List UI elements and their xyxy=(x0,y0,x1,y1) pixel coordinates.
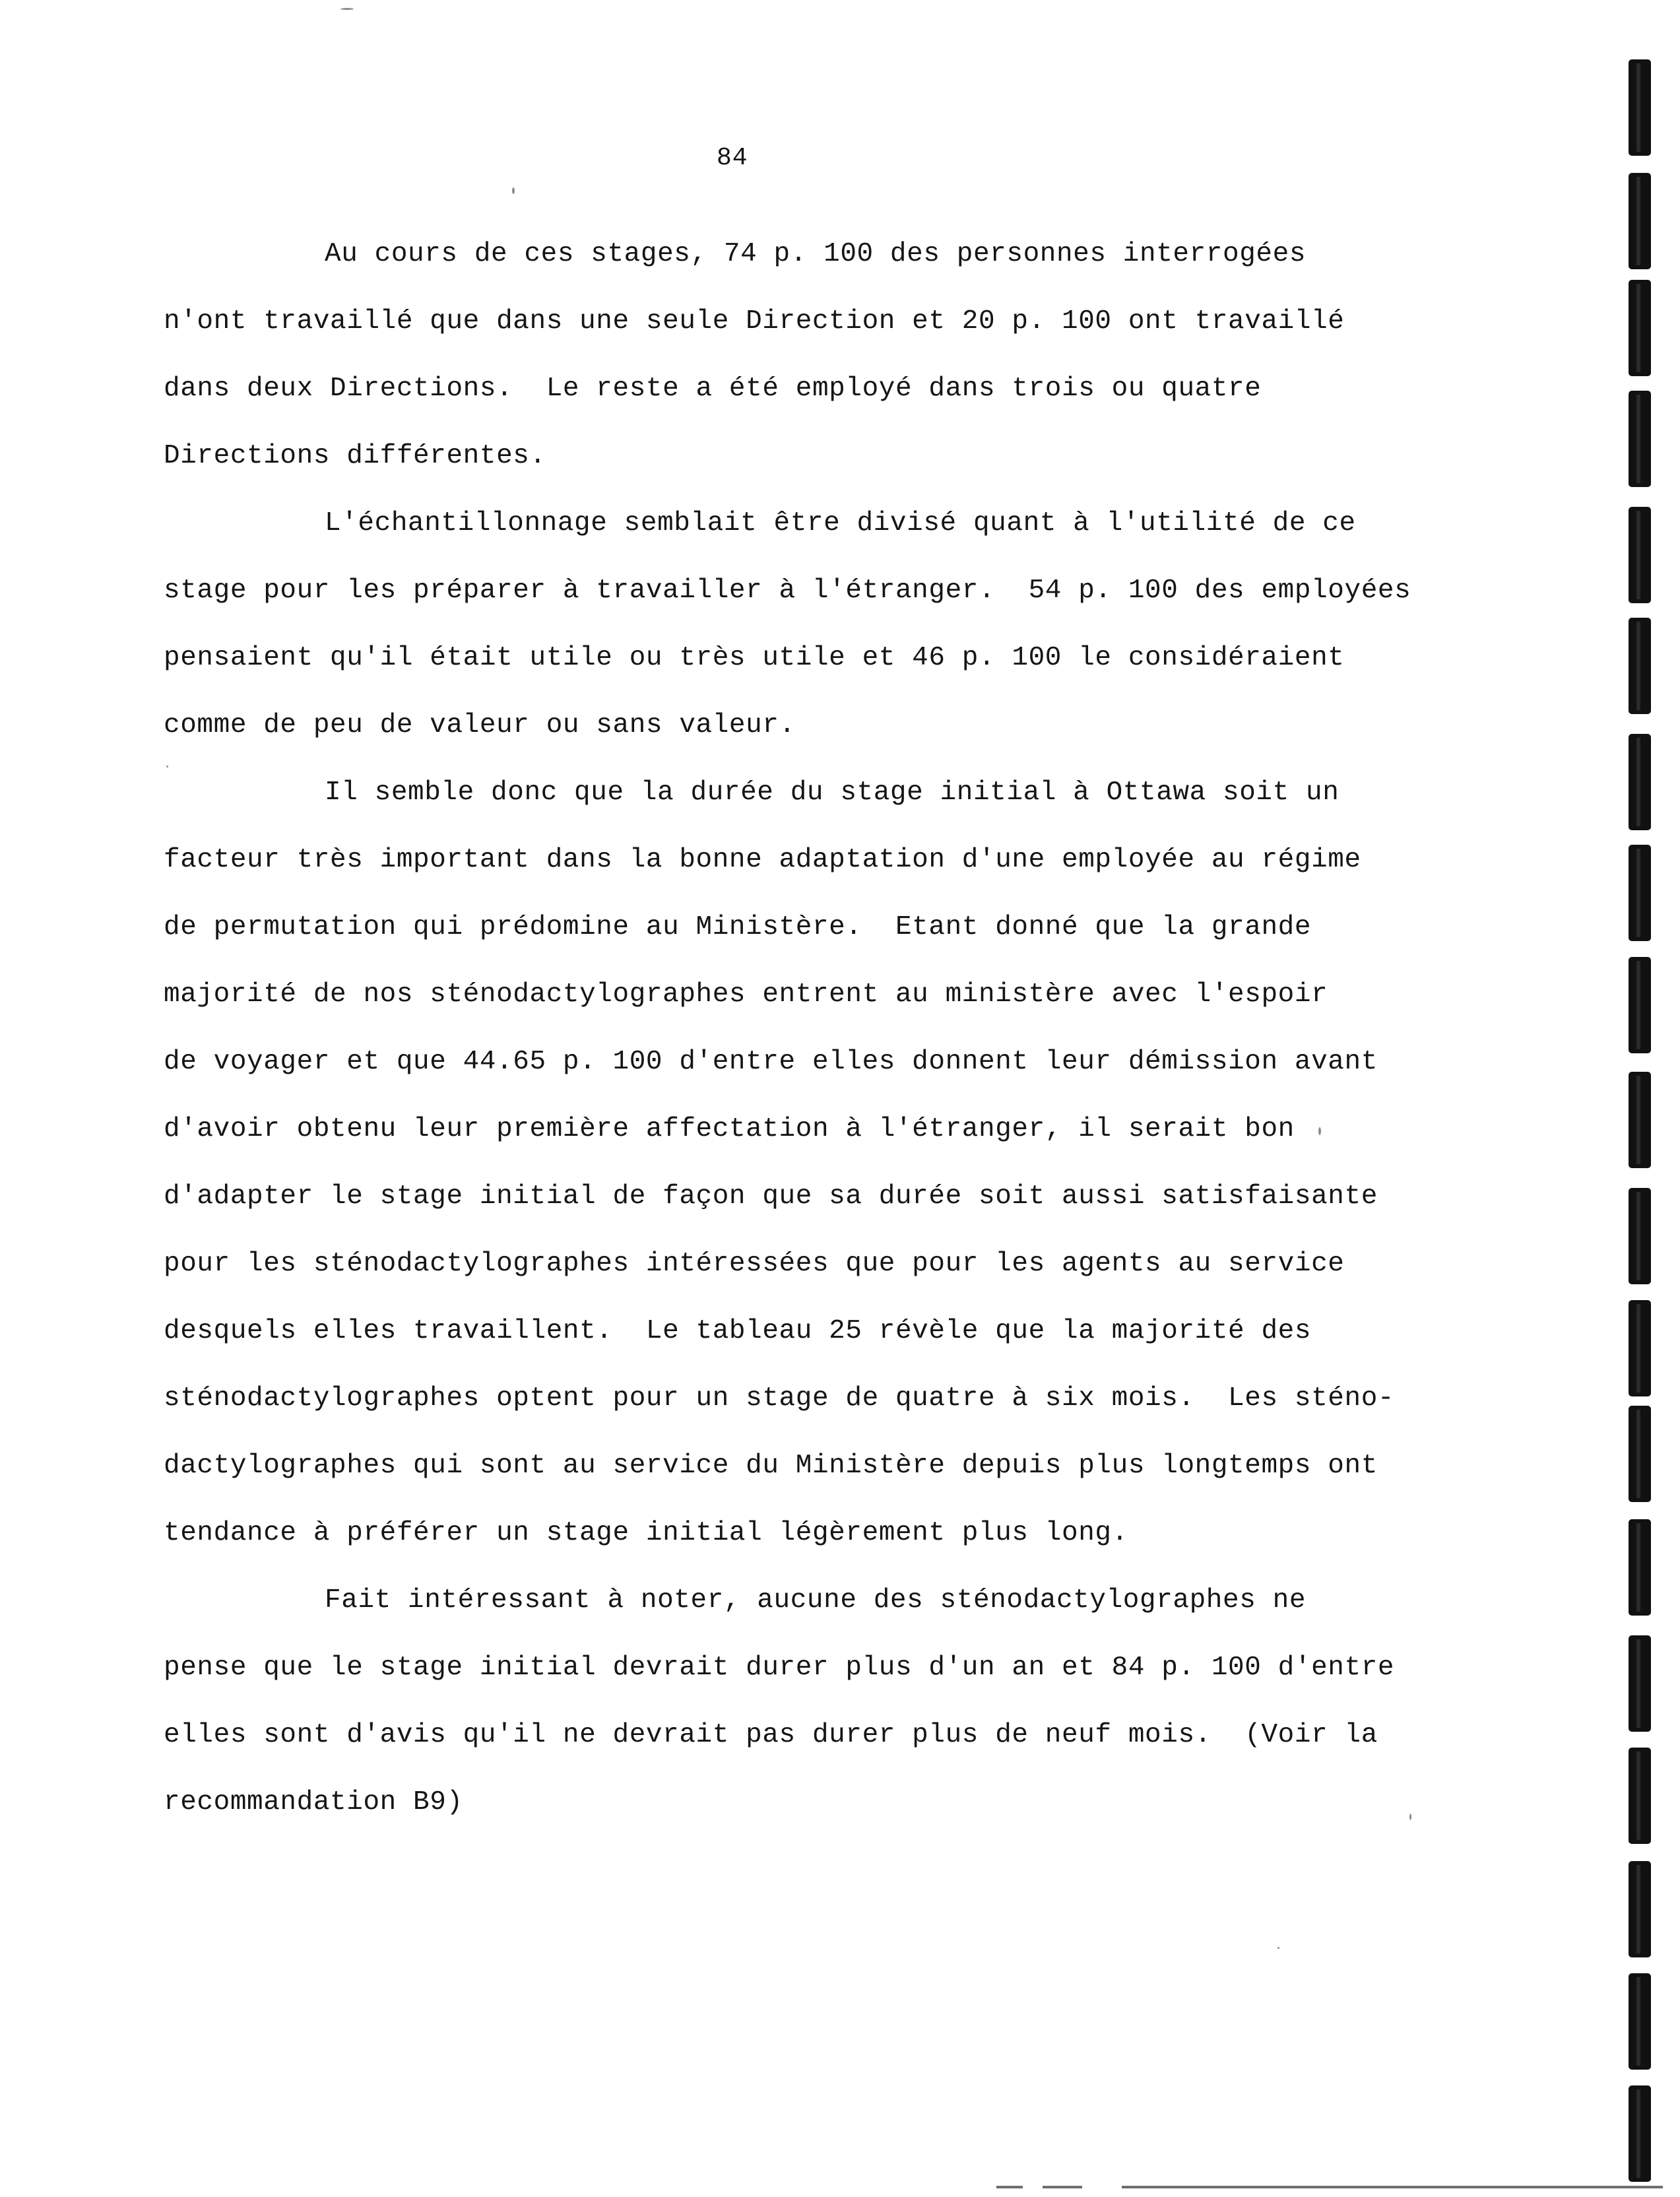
binding-hole xyxy=(1629,2085,1651,2182)
text-line: dactylographes qui sont au service du Ministère depuis plus longtemps ont xyxy=(164,1451,1378,1481)
binding-hole xyxy=(1629,1300,1651,1396)
binding-hole xyxy=(1629,957,1651,1053)
binding-hole xyxy=(1629,173,1651,269)
text-line: pense que le stage initial devrait durer plus d'un an et 84 p. 100 d'entre xyxy=(164,1653,1395,1683)
binding-hole xyxy=(1629,1519,1651,1616)
binding-hole xyxy=(1629,280,1651,376)
binding-hole xyxy=(1629,1406,1651,1502)
binding-hole xyxy=(1629,618,1651,714)
text-line: dans deux Directions. Le reste a été employé dans trois ou quatre xyxy=(164,374,1262,404)
text-line: stage pour les préparer à travailler à l'étranger. 54 p. 100 des employées xyxy=(164,575,1411,606)
scan-speck xyxy=(512,187,515,194)
scan-mark xyxy=(996,2186,1023,2188)
binding-hole xyxy=(1629,1973,1651,2070)
scan-speck xyxy=(1409,1814,1411,1820)
text-line: d'adapter le stage initial de façon que sa durée soit aussi satisfaisante xyxy=(164,1181,1378,1212)
text-line: Fait intéressant à noter, aucune des sténodactylographes ne xyxy=(325,1585,1307,1616)
text-line: pensaient qu'il était utile ou très utile et 46 p. 100 le considéraient xyxy=(164,643,1345,673)
scan-speck xyxy=(1318,1127,1321,1135)
text-line: comme de peu de valeur ou sans valeur. xyxy=(164,710,796,740)
text-line: pour les sténodactylographes intéressées que pour les agents au service xyxy=(164,1249,1345,1279)
scan-mark xyxy=(1043,2186,1082,2188)
binding-hole xyxy=(1629,734,1651,830)
binding-hole xyxy=(1629,59,1651,156)
binding-hole xyxy=(1629,1072,1651,1168)
text-line: facteur très important dans la bonne adaptation d'une employée au régime xyxy=(164,845,1361,875)
scan-mark xyxy=(1122,2186,1663,2188)
text-line: L'échantillonnage semblait être divisé quant à l'utilité de ce xyxy=(325,508,1356,539)
binding-hole xyxy=(1629,1188,1651,1284)
scan-speck xyxy=(1277,1947,1279,1949)
binding-hole xyxy=(1629,1635,1651,1732)
text-line: d'avoir obtenu leur première affectation à l'étranger, il serait bon xyxy=(164,1114,1295,1144)
text-line: Directions différentes. xyxy=(164,441,546,471)
scan-speck xyxy=(340,8,354,10)
binding-hole xyxy=(1629,1748,1651,1844)
text-line: majorité de nos sténodactylographes entrent au ministère avec l'espoir xyxy=(164,979,1328,1010)
binding-holes xyxy=(1629,0,1655,2197)
text-line: elles sont d'avis qu'il ne devrait pas durer plus de neuf mois. (Voir la xyxy=(164,1720,1378,1750)
binding-hole xyxy=(1629,1861,1651,1957)
text-line: sténodactylographes optent pour un stage de quatre à six mois. Les sténo- xyxy=(164,1383,1395,1414)
text-line: de permutation qui prédomine au Ministère. Etant donné que la grande xyxy=(164,912,1312,942)
binding-hole xyxy=(1629,507,1651,603)
text-line: desquels elles travaillent. Le tableau 25 révèle que la majorité des xyxy=(164,1316,1312,1346)
text-line: Au cours de ces stages, 74 p. 100 des personnes interrogées xyxy=(325,239,1307,269)
text-line: de voyager et que 44.65 p. 100 d'entre elles donnent leur démission avant xyxy=(164,1047,1378,1077)
text-line: recommandation B9) xyxy=(164,1787,463,1818)
text-line: n'ont travaillé que dans une seule Direction et 20 p. 100 ont travaillé xyxy=(164,306,1345,337)
scan-speck xyxy=(166,766,168,768)
page-number: 84 xyxy=(717,144,748,172)
text-line: Il semble donc que la durée du stage initial à Ottawa soit un xyxy=(325,777,1340,808)
text-line: tendance à préférer un stage initial légèrement plus long. xyxy=(164,1518,1128,1548)
binding-hole xyxy=(1629,845,1651,941)
binding-hole xyxy=(1629,391,1651,487)
